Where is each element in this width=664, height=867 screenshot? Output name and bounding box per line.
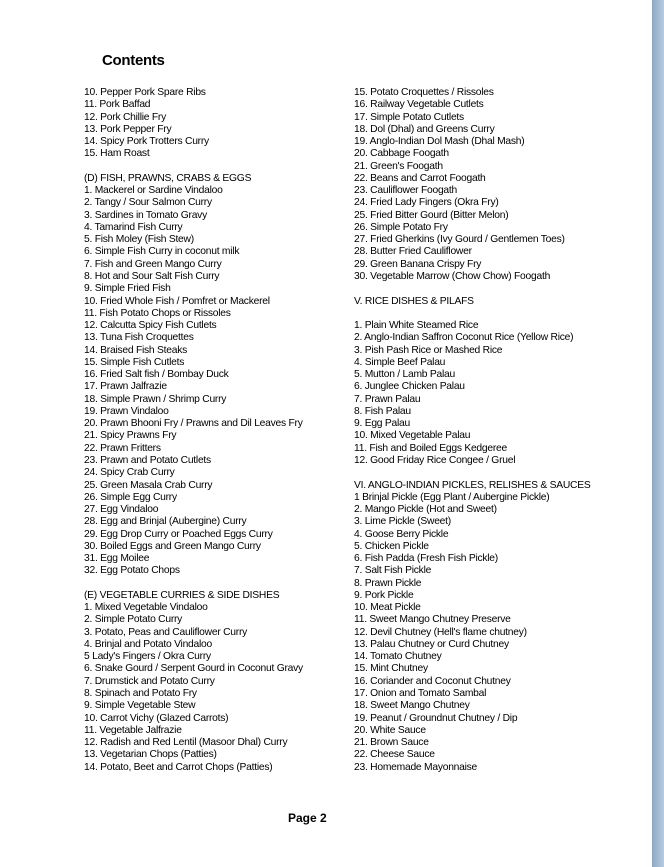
- contents-entry: 21. Spicy Prawns Fry: [84, 430, 177, 442]
- contents-entry: 2. Mango Pickle (Hot and Sweet): [354, 504, 497, 516]
- section-heading: (E) VEGETABLE CURRIES & SIDE DISHES: [84, 589, 280, 601]
- contents-entry: 15. Potato Croquettes / Rissoles: [354, 87, 494, 98]
- contents-entry: 17. Simple Potato Cutlets: [354, 111, 464, 123]
- contents-entry: 18. Simple Prawn / Shrimp Curry: [84, 393, 227, 405]
- contents-entry: 21. Green's Foogath: [354, 160, 443, 172]
- contents-entry: 3. Potato, Peas and Cauliflower Curry: [84, 626, 248, 638]
- contents-entry: 16. Coriander and Coconut Chutney: [354, 675, 511, 687]
- contents-entry: 8. Prawn Pickle: [354, 577, 422, 589]
- contents-entry: 13. Palau Chutney or Curd Chutney: [354, 638, 509, 650]
- contents-entry: 17. Prawn Jalfrazie: [84, 381, 167, 393]
- contents-entry: 15. Ham Roast: [84, 148, 150, 160]
- contents-entry: 1 Brinjal Pickle (Egg Plant / Aubergine Pickle): [354, 491, 550, 503]
- contents-entry: 20. Prawn Bhooni Fry / Prawns and Dil Leaves Fry: [84, 418, 303, 430]
- contents-entry: 14. Braised Fish Steaks: [84, 344, 187, 356]
- contents-entry: 28. Egg and Brinjal (Aubergine) Curry: [84, 516, 247, 528]
- contents-entry: 9. Egg Palau: [354, 418, 410, 430]
- contents-entry: 2. Anglo-Indian Saffron Coconut Rice (Yellow Rice): [354, 332, 574, 344]
- spacer: [354, 308, 644, 320]
- contents-entry: 29. Egg Drop Curry or Poached Eggs Curry: [84, 528, 273, 540]
- contents-entry: 12. Calcutta Spicy Fish Cutlets: [84, 320, 217, 332]
- contents-entry: 15. Mint Chutney: [354, 663, 428, 675]
- contents-entry: 22. Prawn Fritters: [84, 442, 161, 454]
- contents-entry: 10. Carrot Vichy (Glazed Carrots): [84, 712, 229, 724]
- contents-entry: 3. Sardines in Tomato Gravy: [84, 209, 207, 221]
- contents-entry: 19. Peanut / Groundnut Chutney / Dip: [354, 712, 518, 724]
- contents-entry: 6. Fish Padda (Fresh Fish Pickle): [354, 553, 498, 565]
- contents-entry: 12. Good Friday Rice Congee / Gruel: [354, 454, 516, 466]
- contents-entry: 22. Cheese Sauce: [354, 749, 435, 761]
- contents-entry: 8. Spinach and Potato Fry: [84, 688, 197, 700]
- contents-entry: 5. Mutton / Lamb Palau: [354, 369, 455, 381]
- contents-entry: 26. Simple Egg Curry: [84, 491, 177, 503]
- contents-entry: 10. Meat Pickle: [354, 602, 421, 614]
- contents-entry: 27. Fried Gherkins (Ivy Gourd / Gentlemen Toes): [354, 234, 565, 246]
- contents-entry: 16. Fried Salt fish / Bombay Duck: [84, 369, 229, 381]
- spacer: [84, 578, 349, 590]
- contents-entry: 29. Green Banana Crispy Fry: [354, 258, 482, 270]
- contents-entry: 13. Pork Pepper Fry: [84, 123, 172, 135]
- contents-entry: 26. Simple Potato Fry: [354, 221, 448, 233]
- contents-entry: 32. Egg Potato Chops: [84, 565, 180, 577]
- contents-entry: 14. Spicy Pork Trotters Curry: [84, 136, 209, 148]
- contents-entry: 12. Devil Chutney (Hell's flame chutney): [354, 626, 527, 638]
- contents-entry: 22. Beans and Carrot Foogath: [354, 172, 486, 184]
- contents-entry: 11. Fish and Boiled Eggs Kedgeree: [354, 442, 507, 454]
- contents-entry: 14. Potato, Beet and Carrot Chops (Patties): [84, 761, 273, 773]
- contents-entry: 18. Sweet Mango Chutney: [354, 700, 470, 712]
- contents-entry: 23. Cauliflower Foogath: [354, 185, 458, 197]
- contents-entry: 12. Pork Chillie Fry: [84, 111, 166, 123]
- contents-entry: 14. Tomato Chutney: [354, 651, 442, 663]
- spacer: [354, 467, 644, 479]
- contents-entry: 24. Spicy Crab Curry: [84, 467, 175, 479]
- viewer-scroll-edge[interactable]: [652, 0, 664, 867]
- page-number: Page 2: [288, 811, 327, 825]
- contents-entry: 10. Mixed Vegetable Palau: [354, 430, 471, 442]
- contents-entry: 15. Simple Fish Cutlets: [84, 356, 185, 368]
- contents-entry: 30. Vegetable Marrow (Chow Chow) Foogath: [354, 270, 551, 282]
- contents-entry: 4. Simple Beef Palau: [354, 356, 446, 368]
- contents-entry: 2. Simple Potato Curry: [84, 614, 183, 626]
- contents-entry: 8. Fish Palau: [354, 405, 411, 417]
- contents-entry: 23. Homemade Mayonnaise: [354, 761, 478, 773]
- contents-entry: 18. Dol (Dhal) and Greens Curry: [354, 123, 495, 135]
- contents-entry: 10. Pepper Pork Spare Ribs: [84, 87, 206, 98]
- contents-entry: 24. Fried Lady Fingers (Okra Fry): [354, 197, 499, 209]
- contents-entry: 25. Green Masala Crab Curry: [84, 479, 213, 491]
- section-heading: VI. ANGLO-INDIAN PICKLES, RELISHES & SAUCES: [354, 479, 591, 491]
- contents-entry: 1. Plain White Steamed Rice: [354, 320, 479, 332]
- contents-right-column: [354, 87, 644, 774]
- contents-entry: 11. Vegetable Jalfrazie: [84, 724, 182, 736]
- contents-entry: 7. Fish and Green Mango Curry: [84, 258, 222, 270]
- contents-entry: 3. Pish Pash Rice or Mashed Rice: [354, 344, 503, 356]
- contents-entry: 16. Railway Vegetable Cutlets: [354, 99, 484, 111]
- spacer: [84, 161, 349, 173]
- contents-entry: 28. Butter Fried Cauliflower: [354, 246, 472, 258]
- contents-entry: 7. Drumstick and Potato Curry: [84, 675, 215, 687]
- contents-entry: 7. Prawn Palau: [354, 393, 421, 405]
- contents-entry: 8. Hot and Sour Salt Fish Curry: [84, 270, 220, 282]
- contents-entry: 11. Pork Baffad: [84, 99, 151, 111]
- contents-left-column: [84, 87, 349, 774]
- contents-entry: 5. Fish Moley (Fish Stew): [84, 234, 194, 246]
- contents-entry: 20. Cabbage Foogath: [354, 148, 449, 160]
- contents-entry: 1. Mackerel or Sardine Vindaloo: [84, 185, 223, 197]
- contents-entry: 20. White Sauce: [354, 724, 426, 736]
- contents-entry: 30. Boiled Eggs and Green Mango Curry: [84, 540, 261, 552]
- contents-entry: 2. Tangy / Sour Salmon Curry: [84, 197, 212, 209]
- contents-entry: 19. Anglo-Indian Dol Mash (Dhal Mash): [354, 136, 525, 148]
- contents-entry: 9. Simple Fried Fish: [84, 283, 171, 295]
- contents-entry: 11. Fish Potato Chops or Rissoles: [84, 307, 231, 319]
- contents-entry: 1. Mixed Vegetable Vindaloo: [84, 602, 208, 614]
- contents-entry: 13. Vegetarian Chops (Patties): [84, 749, 217, 761]
- contents-entry: 31. Egg Moilee: [84, 553, 150, 565]
- contents-entry: 6. Junglee Chicken Palau: [354, 381, 465, 393]
- spacer: [354, 283, 644, 295]
- contents-entry: 5 Lady's Fingers / Okra Curry: [84, 651, 211, 663]
- contents-entry: 4. Brinjal and Potato Vindaloo: [84, 638, 212, 650]
- contents-entry: 5. Chicken Pickle: [354, 540, 429, 552]
- contents-entry: 27. Egg Vindaloo: [84, 504, 159, 516]
- contents-entry: 13. Tuna Fish Croquettes: [84, 332, 194, 344]
- contents-entry: 7. Salt Fish Pickle: [354, 565, 432, 577]
- contents-entry: 6. Snake Gourd / Serpent Gourd in Coconut Gravy: [84, 663, 303, 675]
- page-title: Contents: [102, 52, 165, 69]
- contents-entry: 4. Goose Berry Pickle: [354, 528, 449, 540]
- contents-entry: 21. Brown Sauce: [354, 737, 429, 749]
- contents-entry: 4. Tamarind Fish Curry: [84, 221, 183, 233]
- contents-entry: 9. Simple Vegetable Stew: [84, 700, 196, 712]
- contents-entry: 9. Pork Pickle: [354, 589, 414, 601]
- contents-entry: 17. Onion and Tomato Sambal: [354, 688, 487, 700]
- contents-entry: 19. Prawn Vindaloo: [84, 405, 169, 417]
- contents-entry: 10. Fried Whole Fish / Pomfret or Mackerel: [84, 295, 270, 307]
- contents-entry: 6. Simple Fish Curry in coconut milk: [84, 246, 240, 258]
- contents-entry: 23. Prawn and Potato Cutlets: [84, 454, 211, 466]
- section-heading: V. RICE DISHES & PILAFS: [354, 295, 474, 307]
- section-heading: (D) FISH, PRAWNS, CRABS & EGGS: [84, 172, 252, 184]
- contents-entry: 3. Lime Pickle (Sweet): [354, 516, 451, 528]
- contents-entry: 12. Radish and Red Lentil (Masoor Dhal) Curry: [84, 737, 288, 749]
- contents-entry: 25. Fried Bitter Gourd (Bitter Melon): [354, 209, 509, 221]
- contents-entry: 11. Sweet Mango Chutney Preserve: [354, 614, 511, 626]
